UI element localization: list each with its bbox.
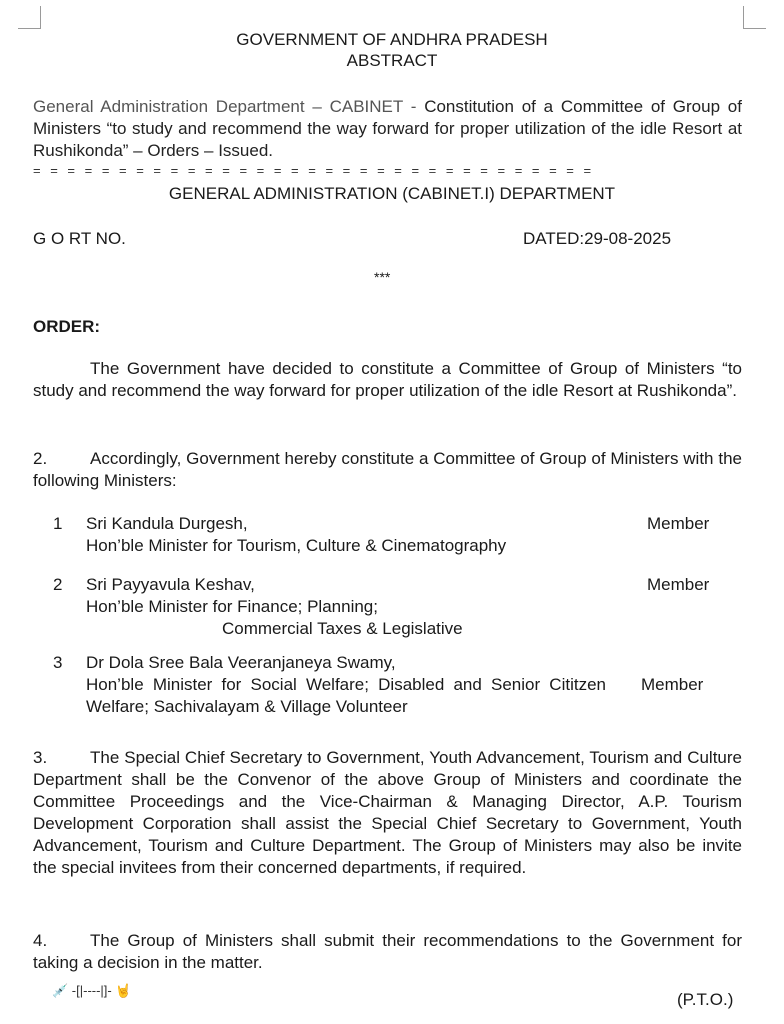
subject-paragraph [33,96,742,162]
separator-line: = = = = = = = = = = = = = = = = = = = = = = = = = = = = = = = = = [33,163,595,178]
page-corner-mark-right [743,6,766,29]
member-name: Dr Dola Sree Bala Veeranjaneya Swamy, [86,653,396,672]
member-index: 2 [53,575,63,594]
pto-label: (P.T.O.) [677,990,734,1009]
department-heading: GENERAL ADMINISTRATION (CABINET.I) DEPARTMENT [168,184,616,203]
footer-scribble: 💉 -[|----|]- 🤘 [52,983,132,998]
member-portfolio: Hon’ble Minister for Social Welfare; Disabled and Senior Cititzen Welfare; Sachivalayam & Village Volunteer [86,675,606,716]
member-role: Member [647,514,710,533]
member-portfolio: Hon’ble Minister for Tourism, Culture & Cinematography [86,536,507,555]
paragraph-3-number: 3. [33,748,48,767]
member-index: 3 [53,653,63,672]
member-name: Sri Payyavula Keshav, [86,575,255,594]
subject-department: General Administration Department – CABINET - [33,97,417,116]
paragraph-1: The Government have decided to constitute a Committee of Group of Ministers “to study and recommend the way forward for proper utilization of the idle Resort at Rushikonda”. [33,359,742,400]
member-portfolio: Hon’ble Minister for Finance; Planning; [86,597,378,616]
paragraph-4-number: 4. [33,931,48,950]
member-role: Member [641,675,704,694]
government-heading: GOVERNMENT OF ANDHRA PRADESH [236,30,548,49]
paragraph-4 [33,930,742,974]
dated: DATED:29-08-2025 [523,229,672,248]
order-heading: ORDER: [33,317,101,336]
paragraph-3 [33,747,742,879]
member-role: Member [647,575,710,594]
member-name: Sri Kandula Durgesh, [86,514,248,533]
paragraph-2-number: 2. [33,449,48,468]
paragraph-4-text: The Group of Ministers shall submit their recommendations to the Government for taking a decision in the matter. [33,931,742,972]
abstract-heading: ABSTRACT [346,51,438,70]
paragraph-3-text: The Special Chief Secretary to Government, Youth Advancement, Tourism and Culture Department shall be the Convenor of the above Group of Ministers and coordinate the Committee Proceedings and the Vice-Chairman & Managing Director, A.P. Tourism Development Corporation shall assist the Special Chief Secretary to Government, Youth Advancement, Tourism and Culture Department. The Group of Ministers may also be invite the special invitees from their concerned departments, if required. [33,748,742,877]
subject-text: Constitution of a Committee of Group of Ministers “to study and recommend the way forward for proper utilization of the idle Resort at Rushikonda” – Orders – Issued. [33,97,742,160]
paragraph-2 [33,448,742,492]
page-corner-mark-left [18,6,41,29]
member-index: 1 [53,514,63,533]
stars-divider: *** [374,269,391,285]
member-portfolio-continued: Commercial Taxes & Legislative [222,619,463,638]
paragraph-2-text: Accordingly, Government hereby constitute a Committee of Group of Ministers with the following Ministers: [33,449,742,490]
go-number: G O RT NO. [33,229,126,248]
